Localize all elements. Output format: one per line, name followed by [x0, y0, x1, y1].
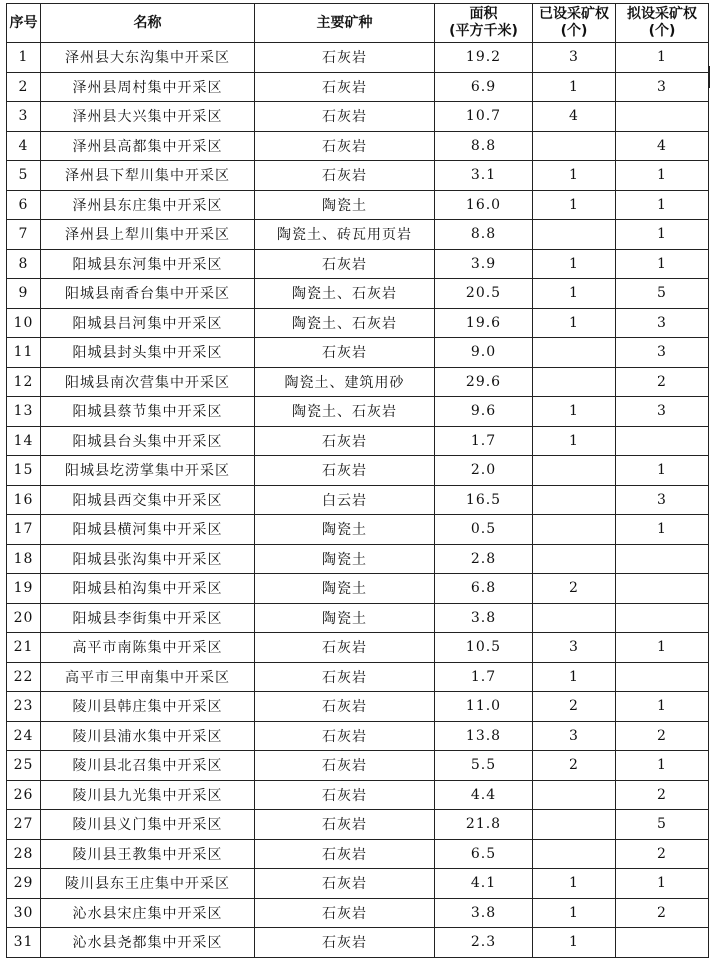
- area-name-cell: 阳城县吕河集中开采区: [41, 308, 255, 338]
- area-size-cell: 2.8: [435, 544, 533, 574]
- area-size-cell: 3.9: [435, 249, 533, 279]
- row-number-cell: 4: [7, 131, 41, 161]
- table-row: [7, 367, 709, 397]
- existing-rights-cell: 1: [533, 397, 616, 427]
- main-mineral-cell: 石灰岩: [255, 131, 435, 161]
- existing-rights-cell: [533, 367, 616, 397]
- table-row: [7, 603, 709, 633]
- table-row: [7, 751, 709, 781]
- existing-rights-cell: 1: [533, 662, 616, 692]
- planned-rights-cell: 1: [616, 161, 709, 191]
- table-row: [7, 928, 709, 958]
- header-area-title: 面积: [469, 6, 498, 22]
- existing-rights-cell: [533, 810, 616, 840]
- header-mineral: 主要矿种: [255, 4, 435, 43]
- main-mineral-cell: 石灰岩: [255, 928, 435, 958]
- header-planned: [616, 4, 709, 43]
- edge-mark: [709, 66, 710, 88]
- area-size-cell: 6.8: [435, 574, 533, 604]
- existing-rights-cell: [533, 220, 616, 250]
- row-number-cell: 15: [7, 456, 41, 486]
- area-name-cell: 陵川县北召集中开采区: [41, 751, 255, 781]
- area-size-cell: 6.9: [435, 72, 533, 102]
- area-name-cell: 阳城县西交集中开采区: [41, 485, 255, 515]
- area-size-cell: 1.7: [435, 662, 533, 692]
- row-number-cell: 22: [7, 662, 41, 692]
- area-size-cell: 3.1: [435, 161, 533, 191]
- planned-rights-cell: 1: [616, 43, 709, 73]
- row-number-cell: 31: [7, 928, 41, 958]
- planned-rights-cell: 3: [616, 485, 709, 515]
- planned-rights-cell: 1: [616, 869, 709, 899]
- table-row: [7, 869, 709, 899]
- table-row: [7, 397, 709, 427]
- planned-rights-cell: [616, 426, 709, 456]
- main-mineral-cell: 陶瓷土、石灰岩: [255, 397, 435, 427]
- planned-rights-cell: 5: [616, 279, 709, 309]
- table-header: [7, 4, 709, 43]
- row-number-cell: 20: [7, 603, 41, 633]
- main-mineral-cell: 陶瓷土: [255, 515, 435, 545]
- area-name-cell: 泽州县大东沟集中开采区: [41, 43, 255, 73]
- area-name-cell: 陵川县九光集中开采区: [41, 780, 255, 810]
- area-name-cell: 阳城县柏沟集中开采区: [41, 574, 255, 604]
- area-name-cell: 泽州县上犁川集中开采区: [41, 220, 255, 250]
- area-size-cell: 10.7: [435, 102, 533, 132]
- planned-rights-cell: 1: [616, 751, 709, 781]
- row-number-cell: 28: [7, 839, 41, 869]
- table-row: [7, 43, 709, 73]
- existing-rights-cell: 1: [533, 72, 616, 102]
- main-mineral-cell: 石灰岩: [255, 72, 435, 102]
- table-row: [7, 780, 709, 810]
- area-name-cell: 高平市三甲南集中开采区: [41, 662, 255, 692]
- row-number-cell: 24: [7, 721, 41, 751]
- area-size-cell: 4.1: [435, 869, 533, 899]
- table-row: [7, 72, 709, 102]
- row-number-cell: 12: [7, 367, 41, 397]
- area-size-cell: 13.8: [435, 721, 533, 751]
- header-existing: [533, 4, 616, 43]
- existing-rights-cell: [533, 603, 616, 633]
- table-body: [7, 43, 709, 958]
- planned-rights-cell: 4: [616, 131, 709, 161]
- table-row: [7, 220, 709, 250]
- area-size-cell: 4.4: [435, 780, 533, 810]
- area-name-cell: 阳城县张沟集中开采区: [41, 544, 255, 574]
- existing-rights-cell: [533, 338, 616, 368]
- row-number-cell: 9: [7, 279, 41, 309]
- row-number-cell: 1: [7, 43, 41, 73]
- table-row: [7, 810, 709, 840]
- area-name-cell: 泽州县下犁川集中开采区: [41, 161, 255, 191]
- main-mineral-cell: 石灰岩: [255, 869, 435, 899]
- main-mineral-cell: 白云岩: [255, 485, 435, 515]
- area-name-cell: 沁水县尧都集中开采区: [41, 928, 255, 958]
- planned-rights-cell: [616, 102, 709, 132]
- planned-rights-cell: 2: [616, 839, 709, 869]
- area-name-cell: 阳城县封头集中开采区: [41, 338, 255, 368]
- row-number-cell: 19: [7, 574, 41, 604]
- area-size-cell: 19.2: [435, 43, 533, 73]
- existing-rights-cell: [533, 544, 616, 574]
- area-size-cell: 16.5: [435, 485, 533, 515]
- row-number-cell: 16: [7, 485, 41, 515]
- main-mineral-cell: 石灰岩: [255, 43, 435, 73]
- planned-rights-cell: [616, 574, 709, 604]
- area-size-cell: 8.8: [435, 220, 533, 250]
- header-existing-title: 已设采矿权: [539, 6, 609, 22]
- main-mineral-cell: 陶瓷土、石灰岩: [255, 279, 435, 309]
- table-row: [7, 633, 709, 663]
- area-name-cell: 阳城县蔡节集中开采区: [41, 397, 255, 427]
- table-row: [7, 692, 709, 722]
- row-number-cell: 25: [7, 751, 41, 781]
- area-name-cell: 沁水县宋庄集中开采区: [41, 898, 255, 928]
- row-number-cell: 14: [7, 426, 41, 456]
- row-number-cell: 10: [7, 308, 41, 338]
- area-size-cell: 11.0: [435, 692, 533, 722]
- row-number-cell: 6: [7, 190, 41, 220]
- header-planned-title: 拟设采矿权: [627, 6, 697, 22]
- header-no: 序号: [7, 4, 41, 43]
- area-size-cell: 9.6: [435, 397, 533, 427]
- main-mineral-cell: 石灰岩: [255, 456, 435, 486]
- area-name-cell: 阳城县南次营集中开采区: [41, 367, 255, 397]
- main-mineral-cell: 陶瓷土、砖瓦用页岩: [255, 220, 435, 250]
- existing-rights-cell: 3: [533, 633, 616, 663]
- existing-rights-cell: [533, 131, 616, 161]
- main-mineral-cell: 石灰岩: [255, 692, 435, 722]
- existing-rights-cell: [533, 515, 616, 545]
- area-name-cell: 陵川县东王庄集中开采区: [41, 869, 255, 899]
- area-name-cell: 高平市南陈集中开采区: [41, 633, 255, 663]
- row-number-cell: 23: [7, 692, 41, 722]
- table-row: [7, 485, 709, 515]
- area-size-cell: 0.5: [435, 515, 533, 545]
- row-number-cell: 11: [7, 338, 41, 368]
- planned-rights-cell: 3: [616, 338, 709, 368]
- table-row: [7, 426, 709, 456]
- planned-rights-cell: [616, 603, 709, 633]
- existing-rights-cell: [533, 839, 616, 869]
- existing-rights-cell: 4: [533, 102, 616, 132]
- area-name-cell: 陵川县王教集中开采区: [41, 839, 255, 869]
- planned-rights-cell: 1: [616, 515, 709, 545]
- main-mineral-cell: 石灰岩: [255, 249, 435, 279]
- table-row: [7, 662, 709, 692]
- existing-rights-cell: 1: [533, 869, 616, 899]
- header-row: [7, 4, 709, 43]
- planned-rights-cell: 2: [616, 898, 709, 928]
- row-number-cell: 18: [7, 544, 41, 574]
- main-mineral-cell: 石灰岩: [255, 338, 435, 368]
- planned-rights-cell: 3: [616, 397, 709, 427]
- table-row: [7, 839, 709, 869]
- table-row: [7, 308, 709, 338]
- area-name-cell: 阳城县横河集中开采区: [41, 515, 255, 545]
- existing-rights-cell: 1: [533, 279, 616, 309]
- header-planned-unit: (个): [648, 23, 676, 39]
- planned-rights-cell: 2: [616, 721, 709, 751]
- table-row: [7, 279, 709, 309]
- area-size-cell: 3.8: [435, 603, 533, 633]
- existing-rights-cell: 2: [533, 692, 616, 722]
- planned-rights-cell: 5: [616, 810, 709, 840]
- area-name-cell: 阳城县李街集中开采区: [41, 603, 255, 633]
- planned-rights-cell: [616, 928, 709, 958]
- header-existing-unit: (个): [560, 23, 588, 39]
- area-size-cell: 6.5: [435, 839, 533, 869]
- table-row: [7, 249, 709, 279]
- area-size-cell: 3.8: [435, 898, 533, 928]
- area-name-cell: 泽州县高都集中开采区: [41, 131, 255, 161]
- existing-rights-cell: 1: [533, 190, 616, 220]
- main-mineral-cell: 石灰岩: [255, 662, 435, 692]
- area-size-cell: 19.6: [435, 308, 533, 338]
- table-row: [7, 102, 709, 132]
- planned-rights-cell: [616, 662, 709, 692]
- row-number-cell: 26: [7, 780, 41, 810]
- planned-rights-cell: 1: [616, 456, 709, 486]
- table-row: [7, 338, 709, 368]
- planned-rights-cell: 1: [616, 692, 709, 722]
- main-mineral-cell: 石灰岩: [255, 161, 435, 191]
- area-name-cell: 泽州县大兴集中开采区: [41, 102, 255, 132]
- main-mineral-cell: 石灰岩: [255, 780, 435, 810]
- area-size-cell: 8.8: [435, 131, 533, 161]
- row-number-cell: 27: [7, 810, 41, 840]
- row-number-cell: 5: [7, 161, 41, 191]
- area-name-cell: 阳城县东河集中开采区: [41, 249, 255, 279]
- main-mineral-cell: 石灰岩: [255, 751, 435, 781]
- main-mineral-cell: 石灰岩: [255, 898, 435, 928]
- planned-rights-cell: 3: [616, 72, 709, 102]
- area-size-cell: 9.0: [435, 338, 533, 368]
- table-row: [7, 161, 709, 191]
- header-area: [435, 4, 533, 43]
- main-mineral-cell: 陶瓷土、石灰岩: [255, 308, 435, 338]
- existing-rights-cell: 3: [533, 721, 616, 751]
- table-row: [7, 190, 709, 220]
- area-size-cell: 2.3: [435, 928, 533, 958]
- main-mineral-cell: 陶瓷土: [255, 544, 435, 574]
- main-mineral-cell: 石灰岩: [255, 102, 435, 132]
- table-row: [7, 721, 709, 751]
- area-size-cell: 1.7: [435, 426, 533, 456]
- area-size-cell: 29.6: [435, 367, 533, 397]
- area-name-cell: 阳城县台头集中开采区: [41, 426, 255, 456]
- area-size-cell: 10.5: [435, 633, 533, 663]
- header-area-unit: (平方千米): [449, 23, 518, 39]
- row-number-cell: 29: [7, 869, 41, 899]
- table-row: [7, 131, 709, 161]
- main-mineral-cell: 陶瓷土、建筑用砂: [255, 367, 435, 397]
- table-row: [7, 898, 709, 928]
- area-size-cell: 5.5: [435, 751, 533, 781]
- main-mineral-cell: 石灰岩: [255, 721, 435, 751]
- header-name: 名称: [41, 4, 255, 43]
- existing-rights-cell: 2: [533, 751, 616, 781]
- main-mineral-cell: 石灰岩: [255, 633, 435, 663]
- row-number-cell: 7: [7, 220, 41, 250]
- planned-rights-cell: 1: [616, 220, 709, 250]
- main-mineral-cell: 石灰岩: [255, 810, 435, 840]
- existing-rights-cell: 1: [533, 249, 616, 279]
- area-size-cell: 16.0: [435, 190, 533, 220]
- planned-rights-cell: 1: [616, 249, 709, 279]
- main-mineral-cell: 陶瓷土: [255, 603, 435, 633]
- area-name-cell: 陵川县浦水集中开采区: [41, 721, 255, 751]
- main-mineral-cell: 陶瓷土: [255, 190, 435, 220]
- row-number-cell: 8: [7, 249, 41, 279]
- existing-rights-cell: [533, 456, 616, 486]
- planned-rights-cell: [616, 544, 709, 574]
- area-name-cell: 阳城县圪涝掌集中开采区: [41, 456, 255, 486]
- area-name-cell: 阳城县南香台集中开采区: [41, 279, 255, 309]
- existing-rights-cell: 1: [533, 161, 616, 191]
- row-number-cell: 30: [7, 898, 41, 928]
- table-row: [7, 515, 709, 545]
- row-number-cell: 13: [7, 397, 41, 427]
- planned-rights-cell: 1: [616, 190, 709, 220]
- area-size-cell: 20.5: [435, 279, 533, 309]
- area-name-cell: 泽州县周村集中开采区: [41, 72, 255, 102]
- planned-rights-cell: 2: [616, 780, 709, 810]
- main-mineral-cell: 石灰岩: [255, 839, 435, 869]
- row-number-cell: 3: [7, 102, 41, 132]
- main-mineral-cell: 石灰岩: [255, 426, 435, 456]
- existing-rights-cell: [533, 485, 616, 515]
- area-name-cell: 陵川县韩庄集中开采区: [41, 692, 255, 722]
- row-number-cell: 2: [7, 72, 41, 102]
- table-row: [7, 574, 709, 604]
- mining-area-table: [6, 3, 709, 958]
- area-name-cell: 陵川县义门集中开采区: [41, 810, 255, 840]
- area-name-cell: 泽州县东庄集中开采区: [41, 190, 255, 220]
- table-row: [7, 544, 709, 574]
- existing-rights-cell: 2: [533, 574, 616, 604]
- planned-rights-cell: 3: [616, 308, 709, 338]
- existing-rights-cell: 1: [533, 898, 616, 928]
- existing-rights-cell: 1: [533, 308, 616, 338]
- table-row: [7, 456, 709, 486]
- row-number-cell: 21: [7, 633, 41, 663]
- existing-rights-cell: 3: [533, 43, 616, 73]
- main-mineral-cell: 陶瓷土: [255, 574, 435, 604]
- row-number-cell: 17: [7, 515, 41, 545]
- existing-rights-cell: [533, 780, 616, 810]
- area-size-cell: 21.8: [435, 810, 533, 840]
- existing-rights-cell: 1: [533, 928, 616, 958]
- area-size-cell: 2.0: [435, 456, 533, 486]
- existing-rights-cell: 1: [533, 426, 616, 456]
- planned-rights-cell: 2: [616, 367, 709, 397]
- planned-rights-cell: 1: [616, 633, 709, 663]
